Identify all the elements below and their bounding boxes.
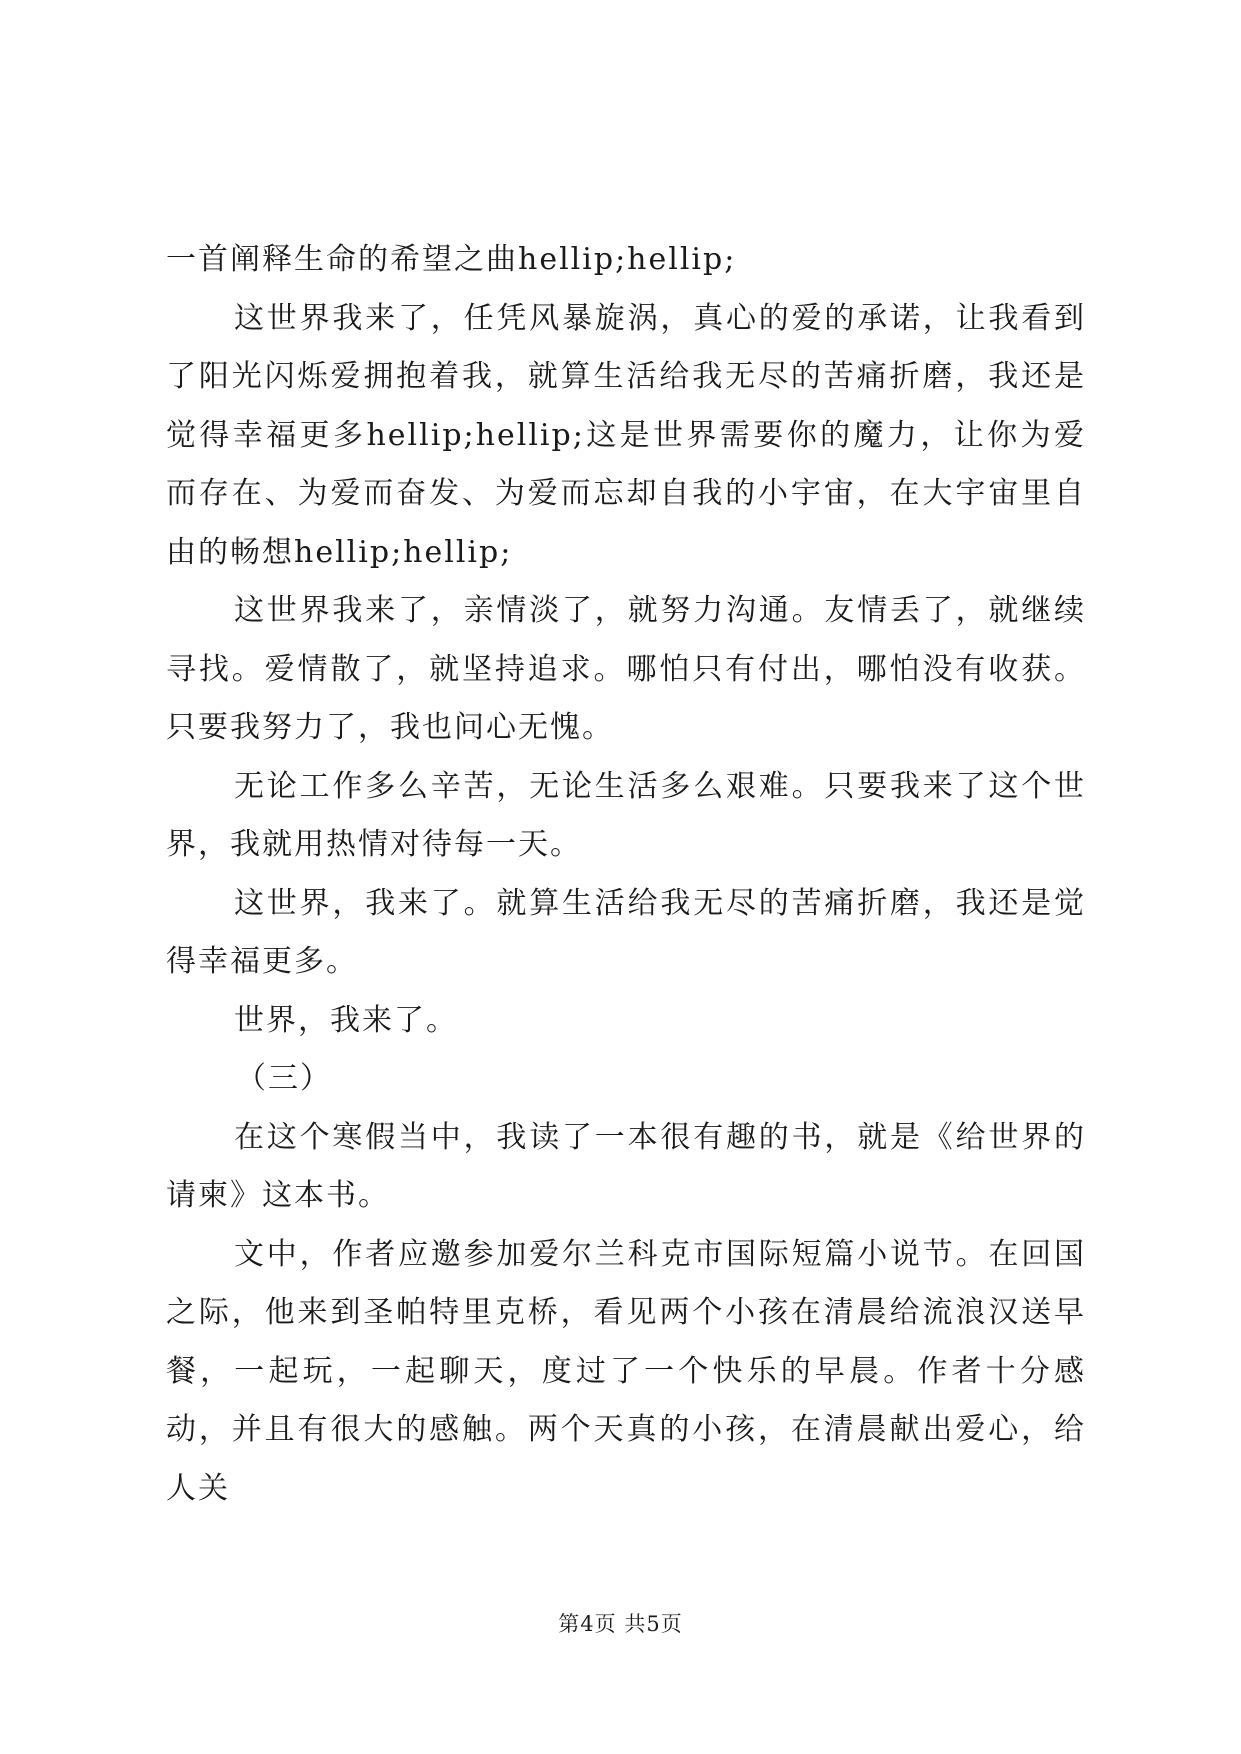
paragraph: 世界，我来了。 [234,1002,458,1038]
body-text [166,231,1086,1518]
section-heading: （三） [236,1061,332,1096]
paragraph: 在这个寒假当中，我读了一本很有趣的书，就是《给世界的请柬》这本书。 [166,1119,1086,1213]
paragraph: 无论工作多么辛苦，无论生活多么艰难。只要我来了这个世界，我就用热情对待每一天。 [166,768,1086,862]
paragraph: 这世界，我来了。就算生活给我无尽的苦痛折磨，我还是觉得幸福更多。 [166,885,1086,979]
paragraph: 这世界我来了，任凭风暴旋涡，真心的爱的承诺，让我看到了阳光闪烁爱拥抱着我，就算生活给我无尽的苦痛折磨，我还是觉得幸福更多hellip;hellip;这是世界需要你的魔力，让你为爱而存在、为爱而奋发、为爱而忘却自我的小宇宙，在大宇宙里自由的畅想hellip;hellip; [166,300,1086,570]
paragraph-continuation: 一首阐释生命的希望之曲hellip;hellip; [166,242,737,277]
paragraph: 文中，作者应邀参加爱尔兰科克市国际短篇小说节。在回国之际，他来到圣帕特里克桥，看见两个小孩在清晨给流浪汉送早餐，一起玩，一起聊天，度过了一个快乐的早晨。作者十分感动，并且有很大的感触。两个天真的小孩，在清晨献出爱心，给人关 [166,1236,1086,1506]
paragraph: 这世界我来了，亲情淡了，就努力沟通。友情丢了，就继续寻找。爱情散了，就坚持追求。哪怕只有付出，哪怕没有收获。只要我努力了，我也问心无愧。 [166,593,1086,745]
page-number-footer: 第4页 共5页 [558,1612,683,1636]
